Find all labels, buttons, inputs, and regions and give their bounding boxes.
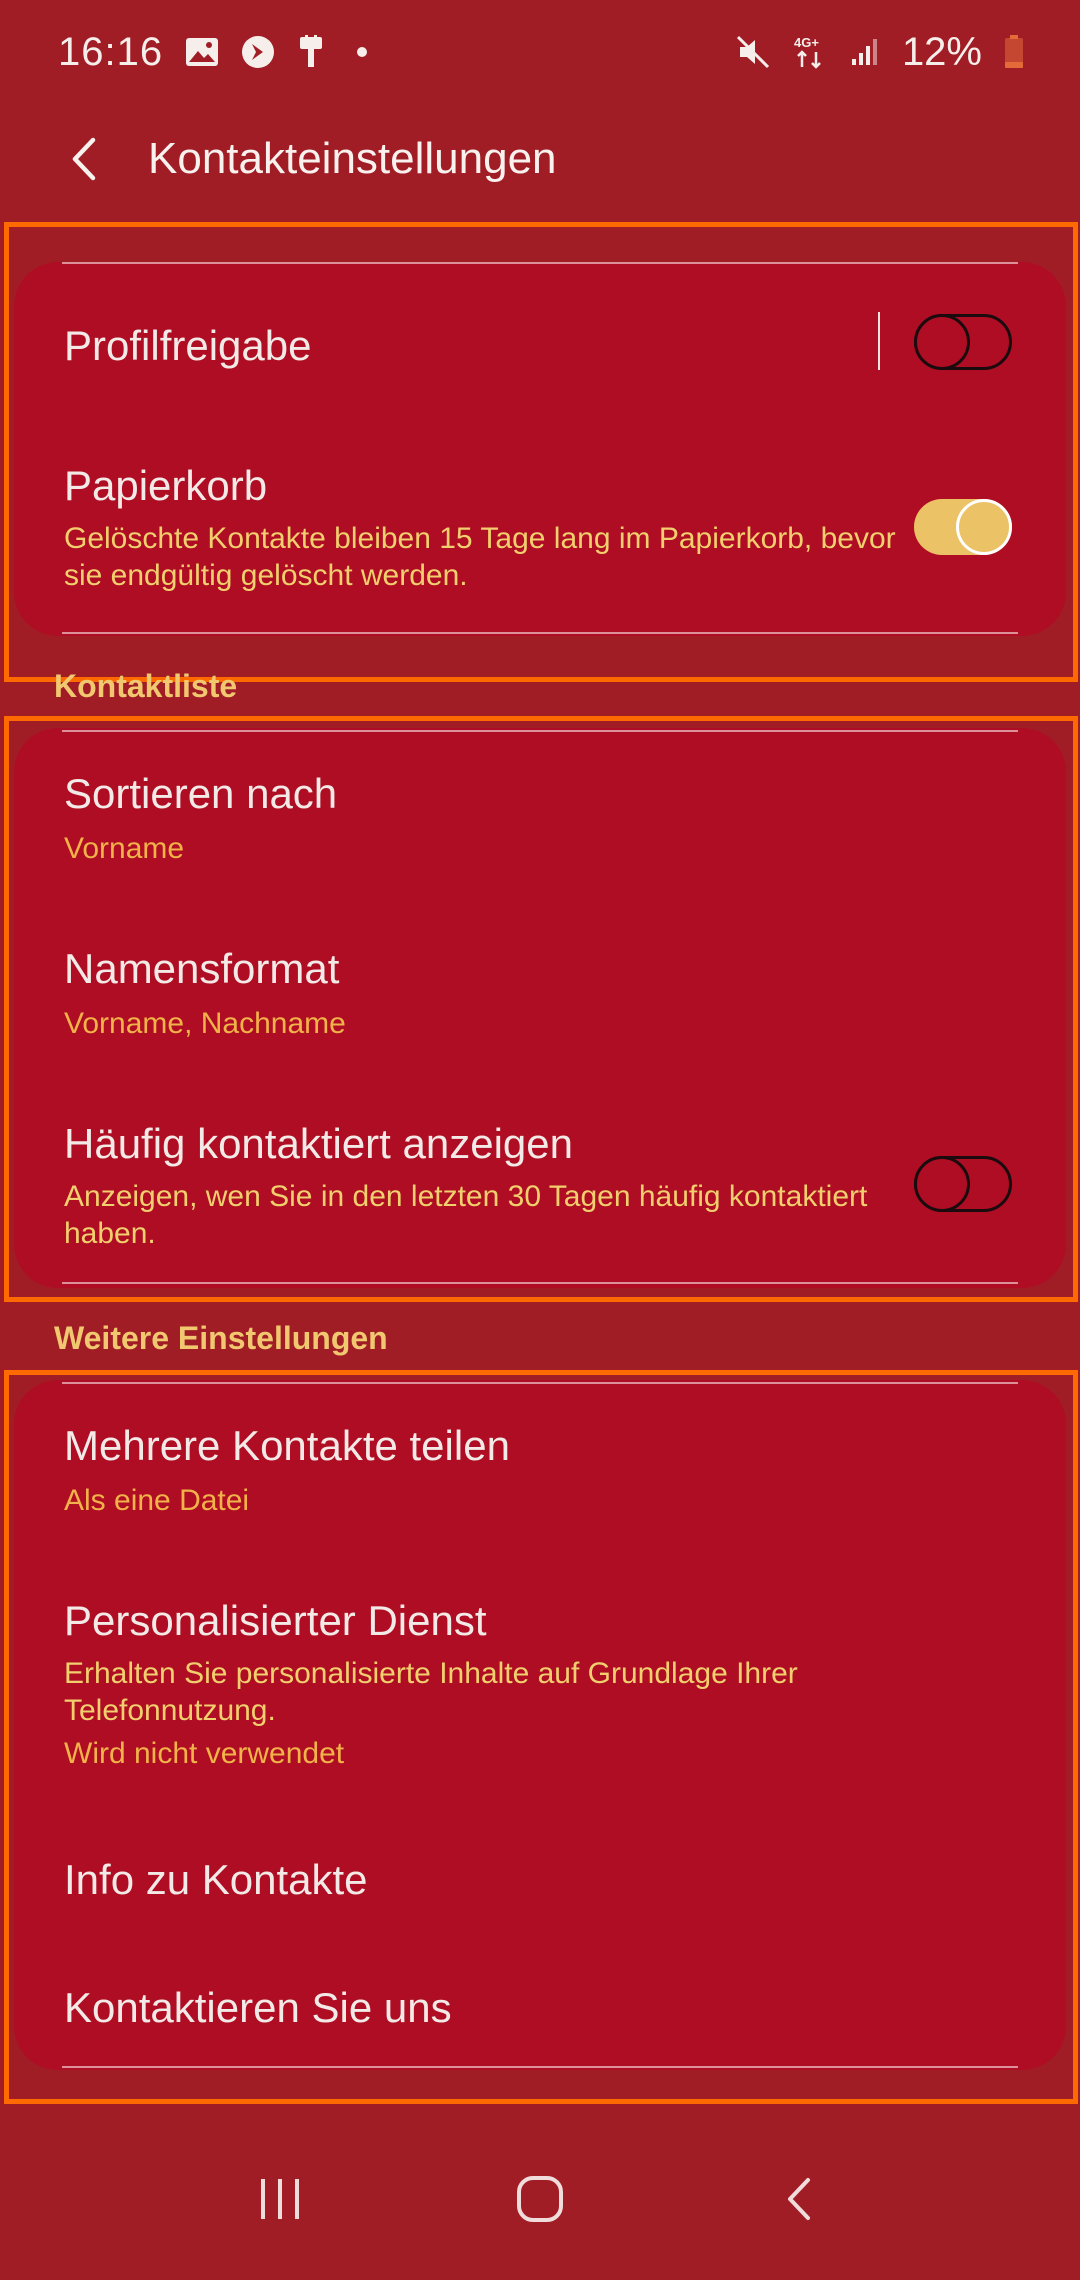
section-label-more-settings: Weitere Einstellungen (54, 1320, 388, 1356)
settings-card-more-settings (14, 1380, 1066, 2070)
recent-apps-icon (255, 2177, 305, 2221)
status-right (736, 30, 1024, 75)
setting-sort-by[interactable] (64, 770, 1026, 868)
divider (62, 262, 1018, 264)
setting-title: Kontaktieren Sie uns (64, 1984, 452, 2031)
setting-title: Mehrere Kontakte teilen (64, 1422, 510, 1469)
setting-value: Als eine Datei (64, 1484, 250, 1517)
status-time: 16:16 (58, 29, 164, 74)
back-nav-icon (780, 2174, 820, 2224)
toggle-knob (914, 314, 970, 370)
divider (62, 1382, 1018, 1384)
notification-dot (357, 47, 367, 57)
toggle-knob (956, 499, 1012, 555)
app-bar (0, 104, 1080, 214)
mute-icon (736, 35, 770, 69)
setting-title: Profilfreigabe (64, 322, 312, 369)
settings-card-contact-list (14, 728, 1066, 1288)
setting-value: Wird nicht verwendet (64, 1737, 345, 1770)
setting-about-contacts[interactable] (64, 1856, 1026, 1904)
battery-percent: 12% (901, 29, 982, 74)
setting-trash[interactable] (64, 462, 906, 594)
setting-description: Erhalten Sie personalisierte Inhalte auf Grundlage Ihrer Telefonnutzung. (64, 1657, 798, 1727)
divider (62, 2066, 1018, 2068)
page-title: Kontakteinstellungen (148, 134, 557, 183)
setting-title: Personalisierter Dienst (64, 1597, 487, 1644)
setting-profile-sharing[interactable] (64, 322, 1026, 370)
recent-apps-button[interactable] (220, 2139, 340, 2259)
frequently-contacted-toggle[interactable] (914, 1156, 1012, 1212)
back-button[interactable] (38, 114, 128, 204)
setting-title: Sortieren nach (64, 770, 338, 817)
setting-title: Papierkorb (64, 462, 268, 509)
divider (62, 632, 1018, 634)
setting-title: Häufig kontaktiert anzeigen (64, 1120, 573, 1167)
setting-personalized-service[interactable] (64, 1597, 946, 1773)
media-icon (241, 35, 275, 69)
status-left (58, 30, 367, 75)
setting-value: Vorname, Nachname (64, 1007, 346, 1040)
status-bar (0, 0, 1080, 104)
back-nav-button[interactable] (740, 2139, 860, 2259)
usb-icon (297, 35, 325, 69)
gallery-icon (185, 37, 219, 67)
setting-title: Namensformat (64, 945, 340, 992)
setting-description: Gelöschte Kontakte bleiben 15 Tage lang im Papierkorb, bevor sie endgültig gelöscht werden. (64, 522, 896, 592)
setting-title: Info zu Kontakte (64, 1856, 368, 1903)
trash-toggle[interactable] (914, 499, 1012, 555)
navigation-bar (0, 2118, 1080, 2280)
setting-description: Anzeigen, wen Sie in den letzten 30 Tagen häufig kontaktiert haben. (64, 1180, 868, 1250)
divider (62, 1282, 1018, 1284)
profile-sharing-toggle[interactable] (914, 314, 1012, 370)
setting-contact-us[interactable] (64, 1984, 1026, 2032)
setting-value: Vorname (64, 832, 185, 865)
svg-text:4G+: 4G+ (793, 35, 819, 50)
signal-icon (850, 37, 880, 67)
section-label-contact-list: Kontaktliste (54, 668, 238, 704)
data-arrows-icon (792, 34, 828, 70)
toggle-knob (914, 1156, 970, 1212)
setting-name-format[interactable] (64, 945, 1026, 1043)
home-icon (515, 2174, 565, 2224)
back-arrow-icon (63, 134, 103, 184)
setting-frequently-contacted[interactable] (64, 1120, 906, 1252)
vertical-separator (878, 312, 880, 370)
home-button[interactable] (480, 2139, 600, 2259)
settings-card-general (14, 262, 1066, 636)
divider (62, 730, 1018, 732)
setting-share-multiple[interactable] (64, 1422, 1026, 1520)
battery-icon (1004, 35, 1024, 69)
